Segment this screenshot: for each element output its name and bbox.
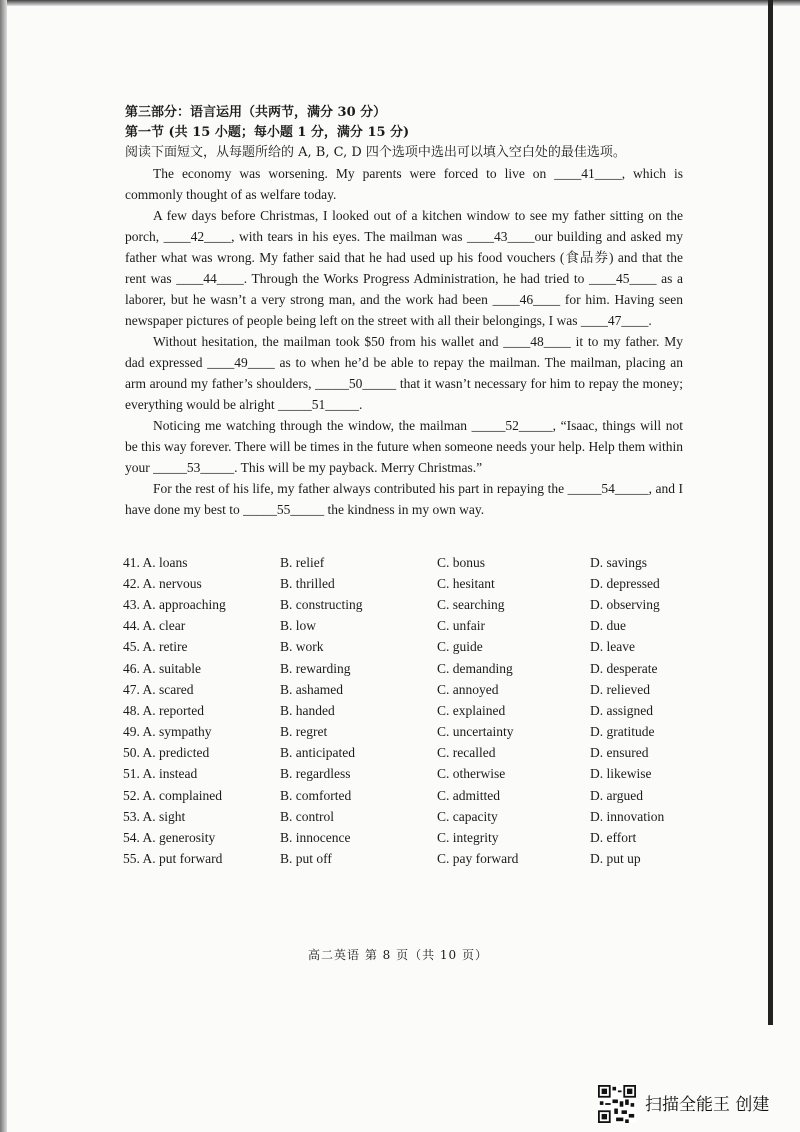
option-row-54 xyxy=(123,827,683,848)
instruction: 阅读下面短文，从每题所给的 A, B, C, D 四个选项中选出可以填入空白处的最佳选项。 xyxy=(125,145,626,160)
option-row-51 xyxy=(123,764,683,785)
option-row-43 xyxy=(123,594,683,615)
option-b: B. low xyxy=(280,618,317,634)
option-a: 51. A. instead xyxy=(123,766,198,782)
option-row-45 xyxy=(123,637,683,658)
option-a: 44. A. clear xyxy=(123,618,186,634)
option-row-53 xyxy=(123,806,683,827)
option-c: C. guide xyxy=(437,639,483,655)
option-b: B. regret xyxy=(280,724,328,740)
option-a: 45. A. retire xyxy=(123,639,188,655)
option-row-46 xyxy=(123,658,683,679)
options-list xyxy=(123,552,683,870)
option-c: C. capacity xyxy=(437,808,498,824)
option-row-42 xyxy=(123,573,683,594)
option-a: 46. A. suitable xyxy=(123,660,201,676)
option-d: D. put up xyxy=(590,851,641,867)
option-row-48 xyxy=(123,700,683,721)
option-c: C. uncertainty xyxy=(437,724,514,740)
option-c: C. admitted xyxy=(437,787,500,803)
qr-code-icon xyxy=(598,1085,636,1123)
option-b: B. thrilled xyxy=(280,575,335,591)
option-b: B. ashamed xyxy=(280,681,343,697)
part-title: 第三部分：语言运用（共两节，满分 30 分） xyxy=(125,105,387,120)
option-a: 41. A. loans xyxy=(123,554,188,570)
option-c: C. integrity xyxy=(437,830,499,846)
option-a: 48. A. reported xyxy=(123,702,204,718)
option-c: C. searching xyxy=(437,596,505,612)
option-row-49 xyxy=(123,722,683,743)
option-a: 47. A. scared xyxy=(123,681,194,697)
page-footer: 高二英语 第 8 页（共 10 页） xyxy=(308,948,488,962)
option-a: 52. A. complained xyxy=(123,787,222,803)
option-a: 49. A. sympathy xyxy=(123,724,212,740)
option-a: 53. A. sight xyxy=(123,808,186,824)
passage-paragraph-3: Without hesitation, the mailman took $50 from his wallet and ____48____ it to my father. My dad expressed ____49____ as to when he’d be able to repay the mailman. The mailman, placing an arm around my father’s shoulders, _____50_____ that it wasn’t necessary for him to repay the money; everything would be alright _____51_____. xyxy=(125,334,683,412)
option-b: B. innocence xyxy=(280,830,351,846)
option-b: B. comforted xyxy=(280,787,352,803)
option-row-44 xyxy=(123,616,683,637)
option-c: C. recalled xyxy=(437,745,496,761)
section-content xyxy=(125,103,683,520)
option-c: C. unfair xyxy=(437,618,485,634)
option-row-55 xyxy=(123,849,683,870)
option-d: D. innovation xyxy=(590,808,665,824)
option-c: C. bonus xyxy=(437,554,486,570)
scanner-brand-label: 扫描全能王 创建 xyxy=(645,1095,770,1115)
scan-right-edge xyxy=(768,0,773,1025)
option-b: B. anticipated xyxy=(280,745,355,761)
option-d: D. due xyxy=(590,618,626,634)
option-b: B. work xyxy=(280,639,324,655)
option-a: 50. A. predicted xyxy=(123,745,210,761)
option-a: 54. A. generosity xyxy=(123,830,216,846)
scan-left-edge xyxy=(0,0,7,1132)
option-row-47 xyxy=(123,679,683,700)
subsection-title: 第一节 (共 15 小题；每小题 1 分，满分 15 分) xyxy=(125,125,410,140)
option-c: C. demanding xyxy=(437,660,513,676)
option-d: D. gratitude xyxy=(590,724,655,740)
option-c: C. otherwise xyxy=(437,766,506,782)
option-row-41 xyxy=(123,552,683,573)
option-d: D. depressed xyxy=(590,575,660,591)
option-a: 42. A. nervous xyxy=(123,575,202,591)
option-d: D. observing xyxy=(590,596,660,612)
option-d: D. relieved xyxy=(590,681,650,697)
option-b: B. handed xyxy=(280,702,335,718)
option-d: D. ensured xyxy=(590,745,649,761)
option-d: D. argued xyxy=(590,787,643,803)
option-c: C. pay forward xyxy=(437,851,519,867)
option-row-52 xyxy=(123,785,683,806)
option-b: B. put off xyxy=(280,851,332,867)
option-d: D. desperate xyxy=(590,660,658,676)
option-b: B. control xyxy=(280,808,334,824)
option-c: C. hesitant xyxy=(437,575,495,591)
option-row-50 xyxy=(123,743,683,764)
option-b: B. relief xyxy=(280,554,325,570)
option-a: 43. A. approaching xyxy=(123,596,226,612)
option-a: 55. A. put forward xyxy=(123,851,223,867)
option-c: C. explained xyxy=(437,702,506,718)
option-b: B. regardless xyxy=(280,766,351,782)
passage-paragraph-4: Noticing me watching through the window, the mailman _____52_____, “Isaac, things will not be this way forever. There will be times in the future when someone needs your help. Help them within your _____53_____. This will be my payback. Merry Christmas.” xyxy=(125,418,683,475)
option-d: D. effort xyxy=(590,830,637,846)
passage-paragraph-5: For the rest of his life, my father always contributed his part in repaying the _____54_____, and I have done my best to _____55_____ the kindness in my own way. xyxy=(125,481,683,517)
passage-paragraph-2: A few days before Christmas, I looked out of a kitchen window to see my father sitting on the porch, ____42____, with tears in his eyes. The mailman was ____43____our building and asked my father what was wrong. My father said that he had used up his food vouchers (食品券) and that the rent was ____44____. Through the Works Progress Administration, he had tried to ____45____ as a laborer, but he wasn’t a very strong man, and the work had been ____46____ for him. Having seen newspaper pictures of people being left on the street with all their belongings, I was ____47____. xyxy=(125,208,683,328)
option-d: D. likewise xyxy=(590,766,652,782)
scan-top-edge xyxy=(0,0,800,6)
passage-paragraph-1: The economy was worsening. My parents were forced to live on ____41____, which is commonly thought of as welfare today. xyxy=(125,166,683,202)
option-c: C. annoyed xyxy=(437,681,499,697)
option-b: B. constructing xyxy=(280,596,363,612)
option-b: B. rewarding xyxy=(280,660,351,676)
option-d: D. assigned xyxy=(590,702,653,718)
option-d: D. savings xyxy=(590,554,647,570)
option-d: D. leave xyxy=(590,639,635,655)
